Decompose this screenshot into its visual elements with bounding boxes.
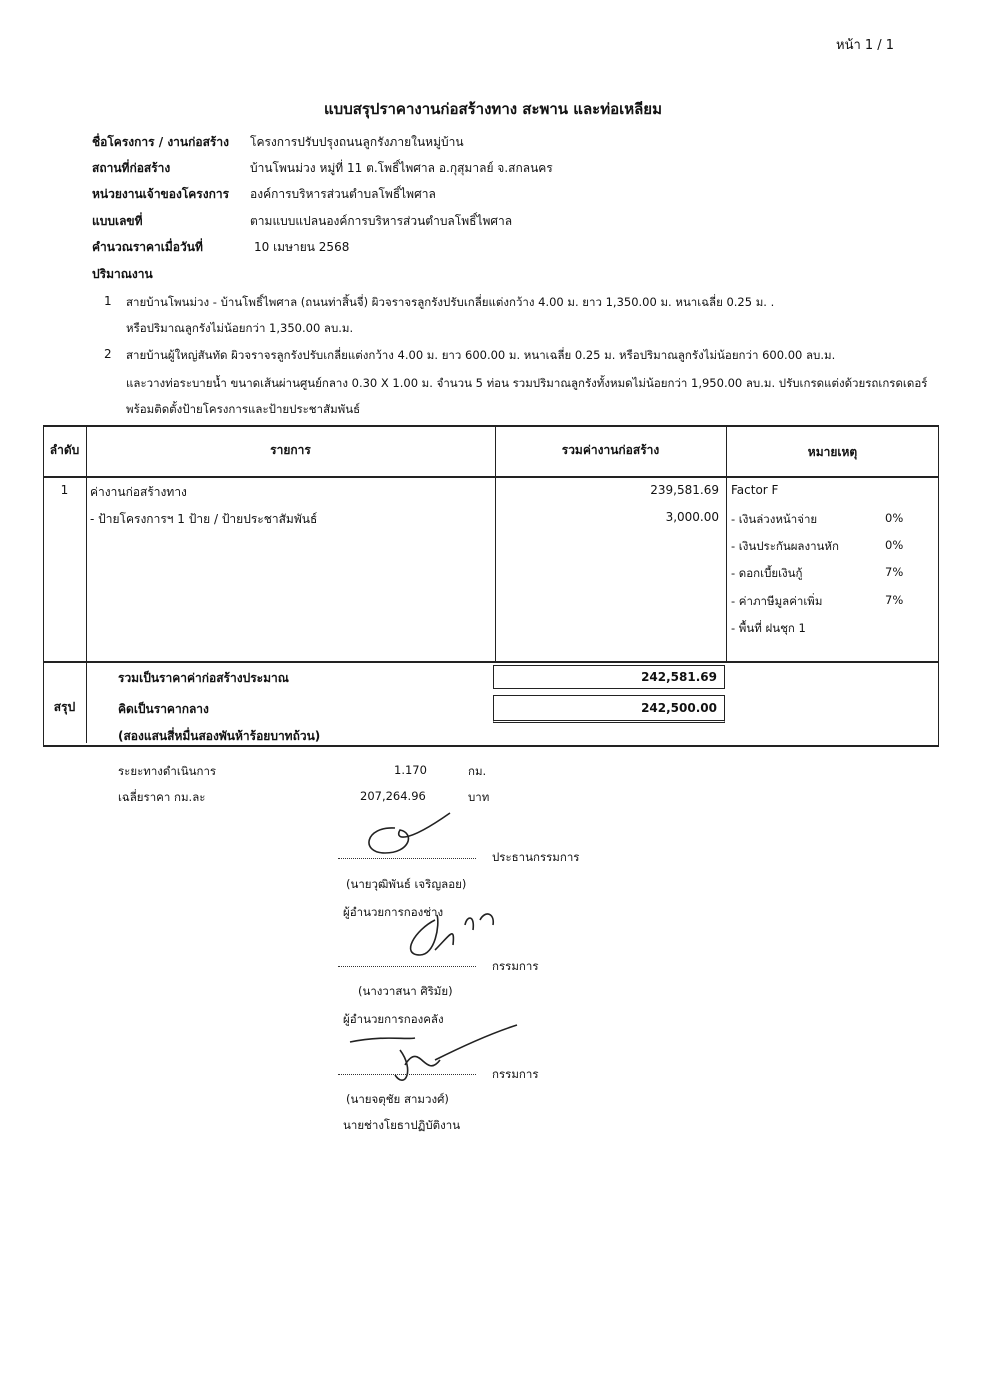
amount-in-words: (สองแสนสี่หมื่นสองพันห้าร้อยบาทถ้วน): [118, 729, 321, 743]
date-value: 10 เมษายน 2568: [254, 240, 350, 254]
avg-label: เฉลี่ยราคา กม.ละ: [118, 790, 206, 804]
remark-value: 0%: [885, 511, 904, 525]
scope-item-line: พร้อมติดตั้งป้ายโครงการและป้ายประชาสัมพันธ์: [126, 402, 361, 416]
location-value: บ้านโพนม่วง หมู่ที่ 11 ต.โพธิ์ไพศาล อ.กุสุมาลย์ จ.สกลนคร: [250, 161, 553, 175]
scope-item-number: 2: [104, 347, 112, 361]
remark-label: - ค่าภาษีมูลค่าเพิ่ม: [731, 594, 823, 608]
item-amount: 3,000.00: [665, 510, 719, 524]
signature-position: ผู้อำนวยการกองช่าง: [343, 905, 444, 919]
project-value: โครงการปรับปรุงถนนลูกรังภายในหมู่บ้าน: [250, 135, 464, 149]
remark-label: - เงินประกันผลงานหัก: [731, 539, 839, 553]
signature-name: (นายจตุชัย สามวงศ์): [346, 1092, 449, 1106]
distance-value: 1.170: [394, 763, 427, 777]
signature-1: [355, 808, 465, 868]
scope-item-number: 1: [104, 294, 112, 308]
project-label: ชื่อโครงการ / งานก่อสร้าง: [92, 135, 229, 149]
date-label: คำนวณราคาเมื่อวันที่: [92, 240, 203, 254]
remark-value: 7%: [885, 593, 904, 607]
signature-line: [338, 858, 476, 859]
cost-table: [43, 425, 939, 745]
signature-role: กรรมการ: [492, 959, 539, 973]
distance-label: ระยะทางดำเนินการ: [118, 764, 217, 778]
plan-label: แบบเลขที่: [92, 214, 143, 228]
distance-unit: กม.: [468, 764, 487, 778]
table-divider: [43, 476, 939, 478]
item-label: ค่างานก่อสร้างทาง: [90, 485, 187, 499]
signature-name: (นายวุฒิพันธ์ เจริญลอย): [346, 877, 467, 891]
header-no: ลำดับ: [49, 443, 80, 457]
scope-item-line: และวางท่อระบายน้ำ ขนาดเส้นผ่านศูนย์กลาง 0.30 X 1.00 ม. จำนวน 5 ท่อน รวมปริมาณลูกรังทั้งหมดไม่น้อยกว่า 1,950.00 ลบ.ม. ปรับเกรดแต่งด้วยรถเกรดเดอร์: [126, 376, 928, 390]
scope-item-line: หรือปริมาณลูกรังไม่น้อยกว่า 1,350.00 ลบ.ม.: [126, 321, 354, 335]
header-item: รายการ: [270, 443, 311, 457]
quantity-label: ปริมาณงาน: [92, 267, 153, 281]
remarks-title: Factor F: [731, 483, 779, 497]
page-title: แบบสรุปราคางานก่อสร้างทาง สะพาน และท่อเหลียม: [324, 100, 662, 118]
summary-label: สรุป: [53, 700, 76, 714]
page-number: หน้า 1 / 1: [836, 38, 895, 53]
avg-value: 207,264.96: [360, 789, 426, 803]
header-remark: หมายเหตุ: [807, 445, 858, 459]
item-amount: 239,581.69: [650, 483, 719, 497]
location-label: สถานที่ก่อสร้าง: [92, 161, 171, 175]
remark-value: 7%: [885, 565, 904, 579]
signature-position: นายช่างโยธาปฏิบัติงาน: [343, 1118, 461, 1132]
table-border: [43, 425, 939, 747]
signature-line: [338, 1074, 476, 1075]
row-number: 1: [60, 483, 69, 497]
signature-position: ผู้อำนวยการกองคลัง: [343, 1012, 444, 1026]
owner-value: องค์การบริหารส่วนตำบลโพธิ์ไพศาล: [250, 187, 436, 201]
avg-unit: บาท: [468, 790, 490, 804]
signature-role: กรรมการ: [492, 1067, 539, 1081]
remark-label: - เงินล่วงหน้าจ่าย: [731, 512, 818, 526]
table-divider: [43, 661, 939, 663]
owner-label: หน่วยงานเจ้าของโครงการ: [92, 187, 230, 201]
signature-2: [395, 905, 505, 965]
median-value: 242,500.00: [641, 701, 717, 715]
header-total: รวมค่างานก่อสร้าง: [561, 443, 660, 457]
table-divider: [495, 425, 496, 661]
signature-name: (นางวาสนา ศิริมัย): [358, 984, 453, 998]
item-label: - ป้ายโครงการฯ 1 ป้าย / ป้ายประชาสัมพันธ์: [90, 512, 318, 526]
remark-value: 0%: [885, 538, 904, 552]
remark-label: - พื้นที่ ฝนชุก 1: [731, 621, 806, 635]
median-label: คิดเป็นราคากลาง: [118, 702, 209, 716]
scope-item-line: สายบ้านผู้ใหญ่สันทัด ผิวจราจรลูกรังปรับเกลี่ยแต่งกว้าง 4.00 ม. ยาว 600.00 ม. หนาเฉลี่ย 0.25 ม. หรือปริมาณลูกรังไม่น้อยกว่า 600.00 ลบ.ม.: [126, 348, 836, 362]
signature-line: [338, 966, 476, 967]
total-value: 242,581.69: [641, 670, 717, 684]
plan-value: ตามแบบแปลนองค์การบริหารส่วนตำบลโพธิ์ไพศาล: [250, 214, 513, 228]
table-divider: [86, 425, 87, 743]
total-label: รวมเป็นราคาค่าก่อสร้างประมาณ: [118, 671, 289, 685]
scope-item-line: สายบ้านโพนม่วง - บ้านโพธิ์ไพศาล (ถนนท่าสิ้นจี่) ผิวจราจรลูกรังปรับเกลี่ยแต่งกว้าง 4.00 ม. ยาว 1,350.00 ม. หนาเฉลี่ย 0.25 ม. .: [126, 295, 775, 309]
signature-3: [345, 1020, 520, 1100]
signature-role: ประธานกรรมการ: [492, 850, 580, 864]
remark-label: - ดอกเบี้ยเงินกู้: [731, 566, 803, 580]
